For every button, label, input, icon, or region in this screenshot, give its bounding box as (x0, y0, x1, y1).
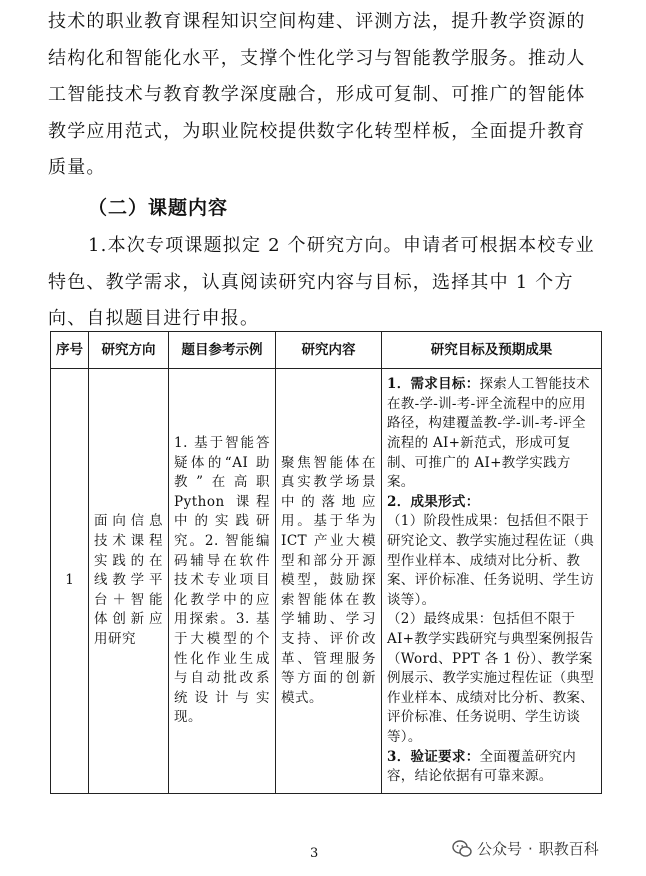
research-table (50, 331, 602, 794)
cell-examples: 1. 基于智能答疑体的“AI 助教”在高职 Python 课程中的实践研究。2. 智能编码辅导在软件技术专业项目化教学中的应用探索。3. 基于大模型的个性化作业生成与自动批改系统设计与实现。 (169, 369, 276, 794)
intro-line: 教学应用范式，为职业院校提供数字化转型样板，全面提升教育 (48, 120, 586, 142)
intro-line: 工智能技术与教育教学深度融合，形成可复制、可推广的智能体 (48, 84, 586, 105)
watermark-prefix: 公众号 (477, 840, 523, 858)
goal-outcome-label: 2．成果形式： (387, 493, 480, 510)
cell-direction: 面向信息技术课程实践的在线教学平台＋智能体创新应用研究 (89, 369, 169, 794)
page-number: 3 (310, 846, 319, 861)
wechat-icon (452, 840, 472, 858)
table-row (51, 369, 602, 794)
intro-line: 技术的职业教育课程知识空间构建、评测方法，提升教学资源的 (48, 11, 586, 32)
intro-line: 质量。 (48, 157, 106, 178)
table-header-row (51, 332, 602, 369)
header-goals: 研究目标及预期成果 (382, 332, 602, 369)
watermark-separator: · (528, 839, 533, 858)
intro-line: 结构化和智能化水平，支撑个性化学习与智能教学服务。推动人 (48, 47, 586, 69)
header-examples: 题目参考示例 (169, 332, 276, 369)
goal-verify (387, 748, 596, 787)
section-heading: （二）课题内容 (88, 197, 229, 219)
body-paragraph: 1.本次专项课题拟定 2 个研究方向。申请者可根据本校专业特色、教学需求，认真阅读研究内容与目标，选择其中 1 个方向、自拟题目进行申报。 (48, 235, 595, 329)
goal-verify-label: 3．验证要求： (387, 748, 480, 765)
cell-content: 聚焦智能体在真实教学场景中的落地应用。基于华为 ICT 产业大模型和部分开源模型，鼓励探索智能体在教学辅助、学习支持、评价改革、管理服务等方面的创新模式。 (276, 369, 382, 794)
cell-goals (382, 369, 602, 794)
cell-seq: 1 (51, 369, 89, 794)
goal-need-text: 探索人工智能技术在教-学-训-考-评全流程中的应用路径，构建覆盖教-学-训-考-评全流程的 AI+新范式，形成可复制、可推广的 AI+教学实践方案。 (387, 376, 590, 491)
goal-need (387, 375, 596, 493)
watermark-name: 职教百科 (538, 840, 599, 858)
goal-stage-outcome: （1）阶段性成果：包括但不限于研究论文、教学实施过程佐证（典型作业样本、成绩对比分析、教案、评价标准、任务说明、学生访谈等）。 (387, 513, 594, 608)
goal-verify-text: 全面覆盖研究内容，结论依据有可靠来源。 (387, 748, 577, 785)
intro-paragraph (48, 4, 608, 187)
header-direction: 研究方向 (89, 332, 169, 369)
goal-final-outcome: （2）最终成果：包括但不限于 AI+教学实践研究与典型案例报告（Word、PPT 各 1 份）、教学案例展示、教学实施过程佐证（典型作业样本、成绩对比分析、教案、评价标准、任务说明、学生访谈等）。 (387, 611, 594, 745)
header-seq: 序号 (51, 332, 89, 369)
goal-need-label: 1．需求目标： (387, 376, 480, 393)
header-content: 研究内容 (276, 332, 382, 369)
wechat-watermark (452, 838, 599, 859)
